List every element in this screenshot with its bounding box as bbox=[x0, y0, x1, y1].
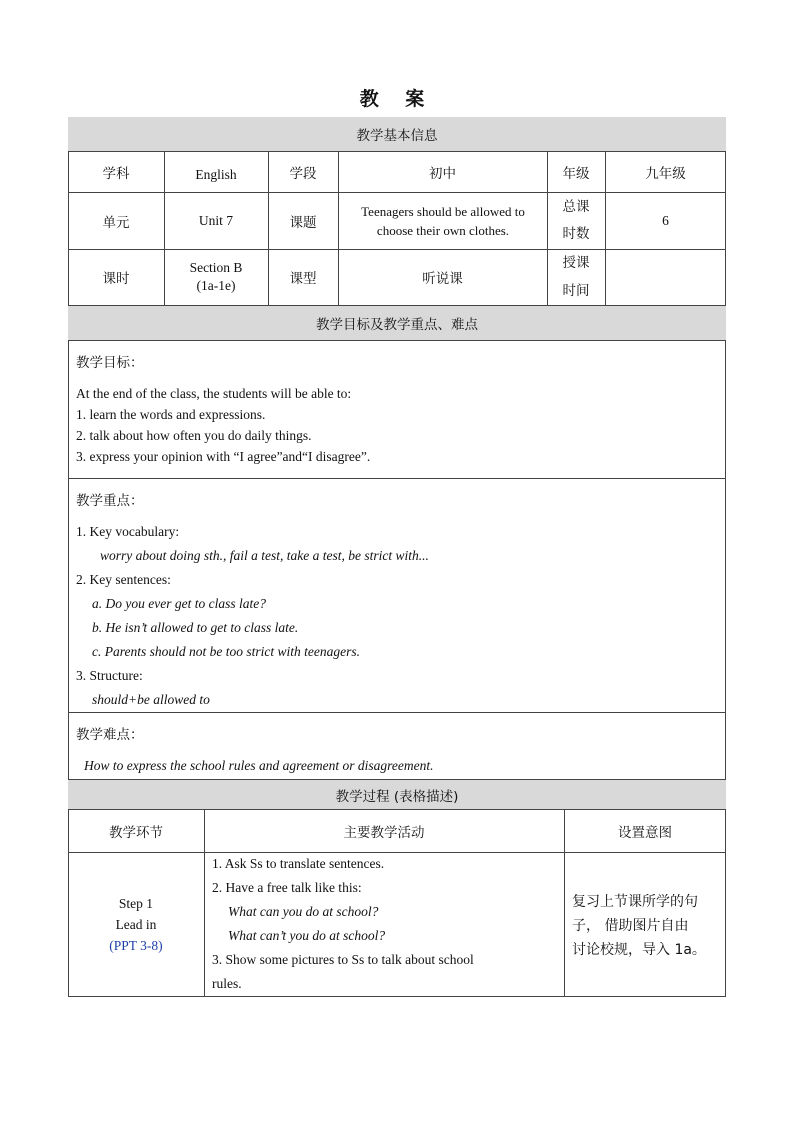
activity-line: What can you do at school? bbox=[228, 904, 379, 919]
key-sentence: a. Do you ever get to class late? bbox=[92, 596, 266, 611]
activity-line: 1. Ask Ss to translate sentences. bbox=[212, 856, 385, 871]
topic-value: Teenagers should be allowed to choose their own clothes. bbox=[361, 203, 525, 238]
objectives-heading: 教学目标： bbox=[76, 355, 144, 371]
teaching-time-value bbox=[605, 249, 726, 305]
header-teaching-step: 教学环节 bbox=[109, 825, 163, 841]
key-vocabulary-label: 1. Key vocabulary: bbox=[76, 524, 180, 539]
objective-item: 1. learn the words and expressions. bbox=[76, 407, 266, 422]
intent-line: 复习上节课所学的句 bbox=[572, 894, 698, 910]
stage-value: 初中 bbox=[429, 166, 456, 182]
subject-value: English bbox=[195, 167, 237, 182]
activity-line: What can’t you do at school? bbox=[228, 928, 386, 943]
structure: should+be allowed to bbox=[92, 692, 210, 707]
header-design-intent: 设置意图 bbox=[618, 825, 672, 841]
subject-label: 学科 bbox=[102, 166, 130, 182]
activity-line: 3. Show some pictures to Ss to talk about school bbox=[212, 952, 474, 967]
intent-line: 子， 借助图片自由 bbox=[572, 918, 689, 934]
activity-line: rules. bbox=[212, 976, 242, 991]
stage-label: 学段 bbox=[289, 166, 317, 182]
topic-label: 课题 bbox=[289, 214, 317, 231]
section-process-header: 教学过程 (表格描述) bbox=[68, 779, 726, 810]
unit-value: Unit 7 bbox=[198, 212, 234, 228]
page-title: 教 案 bbox=[359, 88, 435, 110]
type-label: 课型 bbox=[289, 271, 317, 287]
key-sentence: b. He isn’t allowed to get to class late. bbox=[92, 620, 299, 635]
header-main-activities: 主要教学活动 bbox=[343, 825, 425, 841]
structure-label: 3. Structure: bbox=[76, 668, 143, 683]
total-periods-value: 6 bbox=[662, 212, 669, 228]
key-sentences-label: 2. Key sentences: bbox=[76, 572, 171, 587]
type-value: 听说课 bbox=[422, 271, 463, 287]
step-name: Step 1 bbox=[118, 896, 154, 911]
activity-line: 2. Have a free talk like this: bbox=[212, 880, 362, 895]
unit-label: 单元 bbox=[102, 214, 130, 231]
intent-line: 讨论校规，导入 1a。 bbox=[572, 942, 706, 958]
teaching-time-label: 授课 时间 bbox=[562, 255, 590, 299]
difficulties-heading: 教学难点： bbox=[76, 727, 144, 743]
step-subtitle: Lead in bbox=[115, 917, 157, 932]
objective-item: 3. express your opinion with “I agree”and“I disagree”. bbox=[76, 449, 371, 464]
key-vocabulary: worry about doing sth., fail a test, take a test, be strict with... bbox=[100, 548, 429, 563]
total-periods-label: 总课 时数 bbox=[562, 199, 590, 242]
section-goals-header: 教学目标及教学重点、难点 bbox=[68, 305, 726, 341]
period-value: Section B (1a-1e) bbox=[189, 260, 243, 293]
key-sentence: c. Parents should not be too strict with teenagers. bbox=[92, 644, 360, 659]
section-basic-info-header: 教学基本信息 bbox=[68, 117, 726, 152]
key-points-heading: 教学重点： bbox=[76, 493, 144, 509]
objective-item: 2. talk about how often you do daily things. bbox=[76, 428, 312, 443]
grade-label: 年级 bbox=[562, 166, 590, 182]
ppt-reference: (PPT 3-8) bbox=[109, 938, 163, 953]
difficulties-text: How to express the school rules and agreement or disagreement. bbox=[84, 758, 434, 773]
period-label: 课时 bbox=[102, 271, 130, 287]
grade-value: 九年级 bbox=[645, 166, 686, 182]
step-1-cell bbox=[68, 852, 204, 997]
objectives-intro: At the end of the class, the students will be able to: bbox=[76, 386, 352, 401]
